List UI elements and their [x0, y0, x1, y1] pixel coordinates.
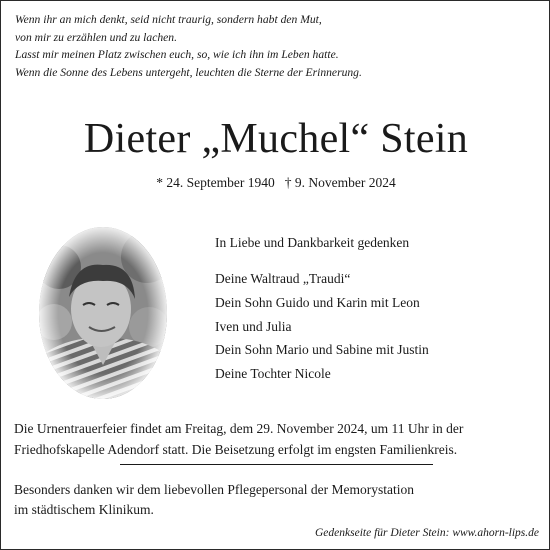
mourners-intro: In Liebe und Dankbarkeit gedenken — [215, 235, 410, 250]
poem-line: von mir zu erzählen und zu lachen. — [15, 30, 177, 44]
funeral-info — [14, 418, 539, 460]
memorial-poem — [15, 11, 535, 81]
mourner-line: Deine Tochter Nicole — [215, 366, 331, 382]
death-date: † 9. November 2024 — [284, 175, 396, 190]
thanks-line: im städtischem Klinikum. — [14, 502, 154, 517]
birth-date: * 24. September 1940 — [156, 175, 275, 190]
mourner-line: Dein Sohn Mario und Sabine mit Justin — [215, 342, 429, 358]
thanks-note — [14, 480, 539, 520]
poem-line: Wenn die Sonne des Lebens untergeht, leuchten die Sterne der Erinnerung. — [15, 65, 362, 79]
deceased-name: Dieter „Muchel“ Stein — [83, 116, 469, 162]
divider-line — [120, 464, 433, 465]
memorial-page-link[interactable]: Gedenkseite für Dieter Stein: www.ahorn-lips.de — [315, 527, 539, 539]
funeral-line: Friedhofskapelle Adendorf statt. Die Beisetzung erfolgt im engsten Familienkreis. — [14, 442, 458, 457]
portrait-photo — [39, 227, 167, 399]
mourner-line: Dein Sohn Guido und Karin mit Leon — [215, 294, 420, 310]
mourner-line: Deine Waltraud „Traudi“ — [215, 271, 351, 286]
thanks-line: Besonders danken wir dem liebevollen Pflegepersonal der Memorystation — [14, 482, 415, 497]
funeral-line: Die Urnentrauerfeier findet am Freitag, dem 29. November 2024, um 11 Uhr in der — [14, 421, 464, 436]
poem-line: Wenn ihr an mich denkt, seid nicht traurig, sondern habt den Mut, — [15, 13, 322, 26]
life-dates — [1, 175, 550, 191]
mourners-section — [215, 233, 535, 386]
mourner-line: Iven und Julia — [215, 318, 292, 334]
poem-line: Lasst mir meinen Platz zwischen euch, so, wie ich ihn im Leben hatte. — [15, 48, 339, 61]
